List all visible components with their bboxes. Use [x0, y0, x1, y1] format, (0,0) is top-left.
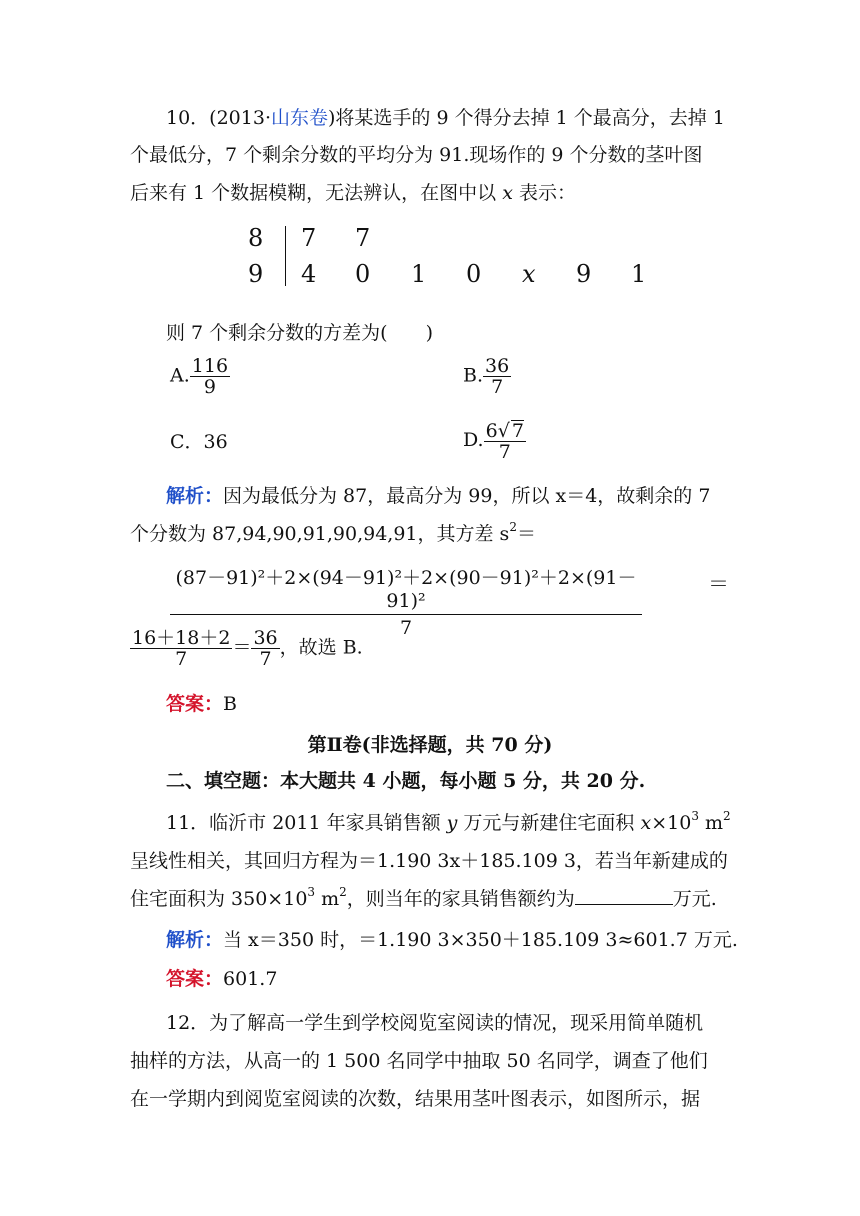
q10-number: 10．(2013· — [166, 107, 271, 129]
leaf: 9 — [576, 260, 592, 288]
option-d-fraction — [484, 420, 526, 462]
formula-denominator: 7 — [399, 617, 413, 639]
q10-line3 — [130, 178, 735, 208]
q11-answer — [166, 964, 771, 994]
answer-label: 答案： — [166, 693, 224, 715]
section-title: 第Ⅱ卷(非选择题，共 70 分) — [307, 734, 553, 756]
denominator: 7 — [259, 648, 272, 670]
q11-line1 — [166, 808, 771, 838]
exponent: 2 — [339, 885, 347, 899]
q11-text: 万元. — [672, 888, 717, 910]
formula-numerator: (87－91)²＋2×(94－91)²＋2×(90－91)²＋2×(91－91)² — [170, 563, 642, 615]
solution-text: 因为最低分为 87，最高分为 99，所以 x＝4，故剩余的 7 — [223, 485, 711, 507]
q10-source: 山东卷 — [270, 107, 328, 129]
leaf: 1 — [631, 260, 647, 288]
leaf: 4 — [301, 260, 317, 288]
answer-value: B — [223, 693, 237, 715]
q10-question: 则 7 个剩余分数的方差为( ) — [166, 322, 433, 344]
solution-text: 个分数为 87,94,90,91,90,94,91，其方差 s — [130, 523, 510, 545]
leaf: 0 — [355, 260, 371, 288]
exponent: 3 — [691, 809, 699, 823]
equals-sign: ＝ — [516, 523, 536, 545]
answer-value: 601.7 — [223, 968, 278, 990]
denominator: 7 — [175, 648, 188, 670]
denominator: 7 — [491, 376, 504, 398]
fill-blank-header: 二、填空题：本大题共 4 小题，每小题 5 分，共 20 分. — [166, 770, 646, 792]
stem-8: 8 — [248, 224, 264, 252]
denominator: 9 — [203, 376, 216, 398]
radicand: 7 — [511, 420, 524, 442]
q10-line2: 个最低分，7 个剩余分数的平均分为 91.现场作的 9 个分数的茎叶图 — [130, 144, 703, 166]
option-d-label: D. — [463, 429, 484, 451]
solution-label: 解析： — [166, 929, 224, 951]
q11-line2: 呈线性相关，其回归方程为＝1.190 3x＋185.109 3，若当年新建成的 — [130, 850, 728, 872]
q10-line3-text: 后来有 1 个数据模糊，无法辨认，在图中以 — [130, 182, 503, 204]
unit: m — [698, 812, 724, 834]
exponent: 3 — [307, 885, 316, 899]
q11-line3 — [130, 884, 735, 914]
numerator: 16＋18＋2 — [132, 627, 231, 649]
q12-line2: 抽样的方法，从高一的 1 500 名同学中抽取 50 名同学，调查了他们 — [130, 1050, 708, 1072]
result-fraction-1 — [130, 628, 232, 669]
option-c[interactable]: C．36 — [170, 431, 228, 453]
variance-result — [130, 628, 363, 669]
option-b[interactable] — [463, 356, 511, 397]
exponent: 2 — [723, 809, 731, 823]
result-fraction-2 — [251, 628, 279, 669]
denominator: 7 — [498, 441, 511, 463]
coefficient: 6 — [485, 420, 498, 442]
result-tail: ，故选 B. — [279, 636, 363, 659]
numerator: 116 — [191, 355, 229, 377]
answer-label: 答案： — [166, 968, 224, 990]
numerator: 36 — [485, 355, 510, 377]
q12-line3: 在一学期内到阅览室阅读的次数，结果用茎叶图表示，如图所示，据 — [130, 1088, 701, 1110]
variable-y: y — [446, 812, 458, 834]
formula-equals: ＝ — [708, 572, 729, 596]
leaf-unknown: x — [522, 260, 536, 288]
q10-line3-tail: 表示： — [512, 182, 576, 204]
stem-divider — [285, 226, 286, 286]
numerator: 36 — [253, 627, 278, 649]
q10-solution-line1 — [166, 481, 771, 511]
equals-sign: ＝ — [232, 636, 252, 659]
stem-9: 9 — [248, 260, 264, 288]
q10-solution-line2 — [130, 519, 735, 549]
q10-line1 — [166, 103, 771, 133]
leaf: 7 — [355, 224, 371, 252]
option-b-label: B. — [463, 364, 484, 387]
unit: m — [315, 888, 340, 910]
leaf: 7 — [301, 224, 317, 252]
solution-text: 当 x＝350 时，＝1.190 3×350＋185.109 3≈601.7 万元. — [223, 929, 738, 951]
option-a-fraction — [190, 356, 230, 397]
q10-answer — [166, 689, 771, 719]
q11-text: 万元与新建住宅面积 — [457, 812, 641, 834]
q11-text: ，则当年的家具销售额约为 — [346, 888, 575, 910]
leaf: 1 — [411, 260, 427, 288]
option-d[interactable] — [463, 420, 526, 462]
leaf: 0 — [466, 260, 482, 288]
q11-text: 住宅面积为 350×10 — [130, 888, 308, 910]
exponent: 2 — [509, 520, 517, 534]
solution-label: 解析： — [166, 485, 224, 507]
q11-text: 11．临沂市 2011 年家具销售额 — [166, 812, 447, 834]
answer-blank[interactable] — [575, 884, 673, 905]
numerator: 6√ 7 — [485, 420, 524, 442]
variable-x: x — [502, 182, 513, 204]
option-b-fraction — [483, 356, 511, 397]
q11-solution — [166, 925, 771, 955]
option-a-label: A. — [170, 364, 190, 387]
variable-x: x — [640, 812, 652, 834]
q10-line1-text: )将某选手的 9 个得分去掉 1 个最高分，去掉 1 — [328, 107, 725, 129]
q12-line1: 12．为了解高一学生到学校阅览室阅读的情况，现采用简单随机 — [166, 1012, 704, 1034]
q11-text: ×10 — [651, 812, 692, 834]
option-a[interactable] — [170, 356, 230, 397]
